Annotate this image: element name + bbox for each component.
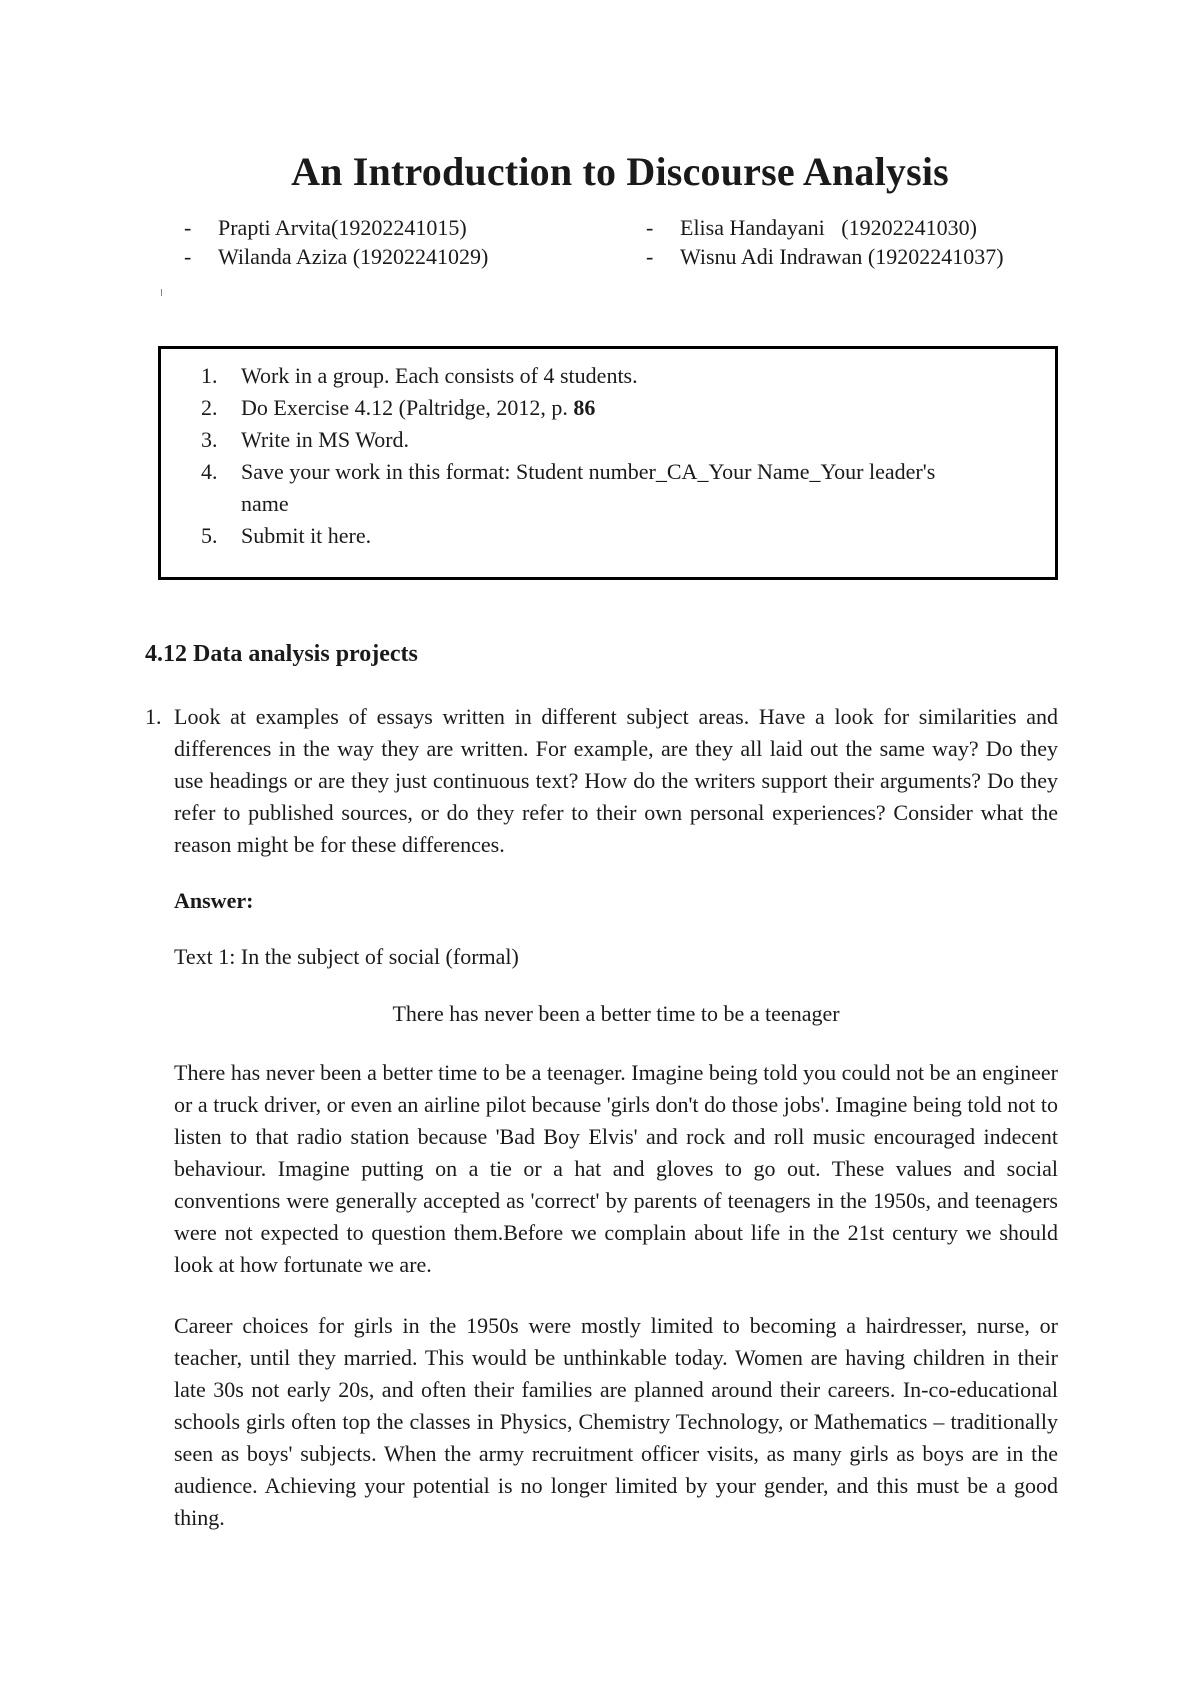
instruction-number: 4. [201,459,218,484]
author-entry [184,242,488,271]
instruction-list [201,360,961,552]
author-list-right [646,213,1004,271]
author-dash: - [184,244,192,269]
instruction-item [201,360,961,392]
author-dash: - [646,215,654,240]
essay-paragraph: Career choices for girls in the 1950s were mostly limited to becoming a hairdresser, nurse, or teacher, until they married. This would be unthinkable today. Women are having children in their late 30s not early 20s, and often their families are planned around their careers. In-co-educational schools girls often top the classes in Physics, Chemistry Technology, or Mathematics – traditionally seen as boys' subjects. When the army recruitment officer visits, as many girls as boys are in the audience. Achieving your potential is no longer limited by your gender, and this must be a good thing. [174,1313,1058,1530]
essay-title: There has never been a better time to be a teenager [392,1001,840,1026]
author-name: Elisa Handayani (19202241030) [680,215,977,240]
stray-mark [161,289,162,296]
instruction-number: 3. [201,427,218,452]
author-dash: - [646,244,654,269]
author-name: Prapti Arvita(19202241015) [218,215,467,240]
author-entry [646,213,1004,242]
instruction-text: Save your work in this format: Student number_CA_Your Name_Your leader's name [241,459,936,516]
question-text: Look at examples of essays written in different subject areas. Have a look for similarities and differences in the way they are written. For example, are they all laid out the same way? Do they use headings or are they just continuous text? How do the writers support their arguments? Do they refer to published sources, or do they refer to their own personal experiences? Consider what the reason might be for these differences. [174,704,1058,857]
author-name: Wilanda Aziza (19202241029) [218,244,489,269]
author-list-left [184,213,488,271]
answer-label: Answer: [174,888,254,913]
instruction-box [158,346,1058,580]
question-number: 1. [145,704,162,729]
author-entry [184,213,488,242]
author-entry [646,242,1004,271]
text-label: Text 1: In the subject of social (formal) [174,944,519,969]
instruction-text: Work in a group. Each consists of 4 students. [241,363,638,388]
author-name: Wisnu Adi Indrawan (19202241037) [680,244,1004,269]
instruction-bold-text: 86 [573,395,596,420]
instruction-item [201,392,961,424]
instruction-number: 2. [201,395,218,420]
instruction-text: Submit it here. [241,523,372,548]
section-heading: 4.12 Data analysis projects [145,641,418,667]
essay-paragraph: There has never been a better time to be a teenager. Imagine being told you could not be an engineer or a truck driver, or even an airline pilot because 'girls don't do those jobs'. Imagine being told not to listen to that radio station because 'Bad Boy Elvis' and rock and roll music encouraged indecent behaviour. Imagine putting on a tie or a hat and gloves to go out. These values and social conventions were generally accepted as 'correct' by parents of teenagers in the 1950s, and teenagers were not expected to question them.Before we complain about life in the 21st century we should look at how fortunate we are. [174,1060,1058,1277]
author-dash: - [184,215,192,240]
instruction-number: 5. [201,523,218,548]
instruction-item [201,424,961,456]
instruction-item [201,520,961,552]
instruction-number: 1. [201,363,218,388]
instruction-text: Write in MS Word. [241,427,410,452]
instruction-text: Do Exercise 4.12 (Paltridge, 2012, p. [241,395,574,420]
document-title: An Introduction to Discourse Analysis [291,149,949,194]
instruction-item [201,456,961,520]
